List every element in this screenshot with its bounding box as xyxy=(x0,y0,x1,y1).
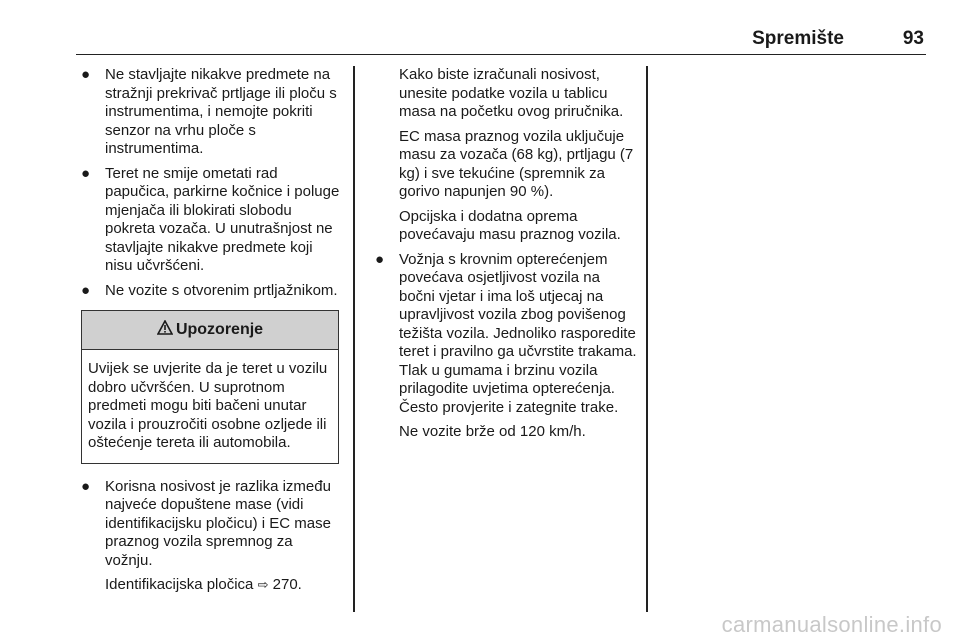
watermark: carmanualsonline.info xyxy=(721,612,942,637)
page-number: 93 xyxy=(902,28,924,49)
reference-arrow-icon: ⇨ xyxy=(257,577,269,592)
cross-reference xyxy=(105,576,341,595)
column-divider-left xyxy=(353,66,355,612)
paragraph: Ne vozite brže od 120 km/h. xyxy=(399,423,586,440)
list-item xyxy=(79,478,341,571)
reference-page-link[interactable]: 270. xyxy=(272,576,302,593)
reference-text: Identifikacijska pločica xyxy=(105,576,254,593)
list-item-text: Ne vozite s otvorenim prtljažnikom. xyxy=(105,281,338,299)
warning-triangle-icon xyxy=(157,320,173,341)
bullet-icon: ● xyxy=(375,250,385,268)
left-column xyxy=(79,66,341,601)
list-item xyxy=(79,165,341,276)
bullet-icon: ● xyxy=(81,164,91,182)
warning-text: Uvijek se uvjerite da je teret u vozilu dobro učvršćen. U suprotnom predmeti mogu biti bačeni unutar vozila i prouzročiti osobne ozljede ili oštećenje tereta ili automobila. xyxy=(88,360,328,451)
list-item-text: Teret ne smije ometati rad papučica, parkirne kočnice i poluge mjenjača ili blokirati slobodu pokreta vozača. U unutrašnjost ne stavljajte nikakve predmete koji nisu učvršćeni. xyxy=(105,164,340,274)
paragraph: Kako biste izračunali nosivost, unesite podatke vozila u tablicu masa na početku ovog priručnika. xyxy=(399,66,624,120)
bullet-icon: ● xyxy=(81,281,91,299)
list-item xyxy=(79,282,341,301)
list-item-text: Vožnja s krovnim opterećenjem povećava osjetljivost vozila na bočni vjetar i ima loš utjecaj na upravljivost vozila zbog povišenog težišta vozila. Jednoliko rasporedite teret i pravilno ga učvrstite trakama. Tlak u gumama i brzinu vozila prilagodite uvjetima opterećenja. Često provjerite i zategnite trake. xyxy=(399,250,637,416)
bullet-icon: ● xyxy=(81,477,91,495)
paragraph: Opcijska i dodatna oprema povećavaju masu praznog vozila. xyxy=(399,207,621,243)
warning-header xyxy=(82,311,338,350)
list-item xyxy=(373,251,639,418)
list-item-text: Ne stavljajte nikakve predmete na stražnji prekrivač prtljage ili ploču s instrumentima, i nemojte pokriti senzor na vrhu ploče s instrumentima. xyxy=(105,66,337,157)
page-title: Spremište xyxy=(752,28,844,49)
warning-title: Upozorenje xyxy=(175,320,264,338)
right-column xyxy=(377,66,639,448)
page-header xyxy=(76,28,926,55)
list-item-text: Korisna nosivost je razlika između najveće dopuštene mase (vidi identifikacijsku pločicu) i EC mase praznog vozila spremnog za vožnju. xyxy=(105,477,331,569)
warning-box xyxy=(81,310,339,464)
bullet-icon: ● xyxy=(81,66,91,83)
paragraph: EC masa praznog vozila uključuje masu za vozača (68 kg), prtljagu (7 kg) i sve tekućine (spremnik za gorivo napunjen 90 %). xyxy=(399,127,634,200)
list-item xyxy=(79,66,341,159)
column-divider-right xyxy=(646,66,648,612)
